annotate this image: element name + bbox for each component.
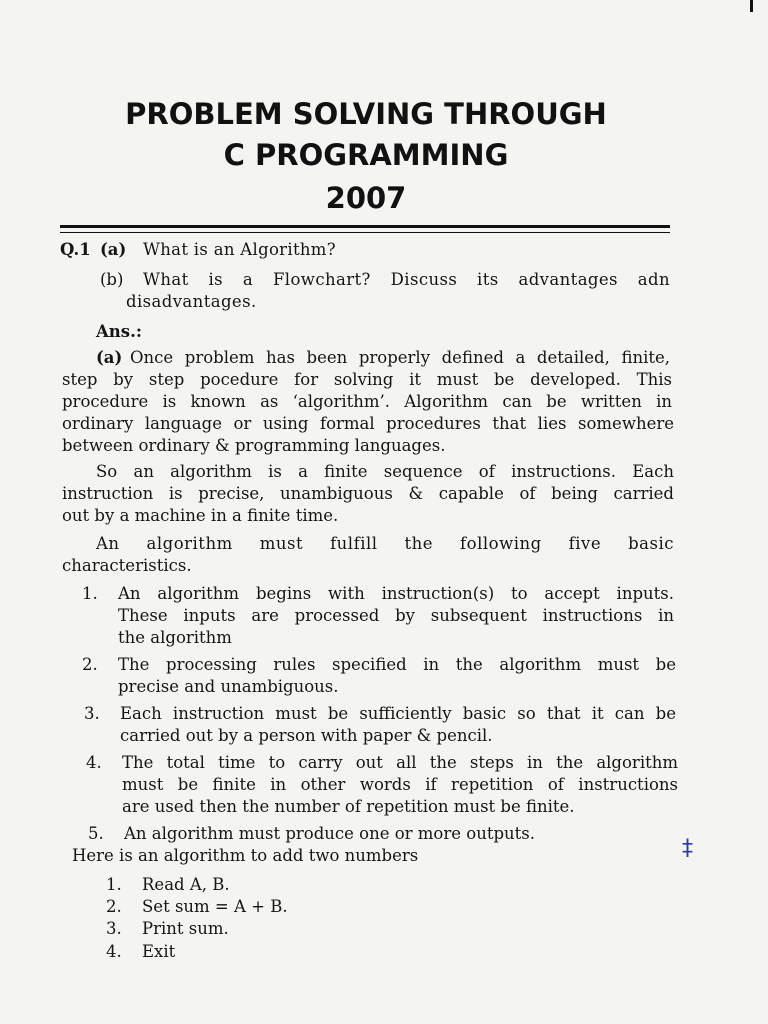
example-intro: Here is an algorithm to add two numbers: [72, 846, 419, 865]
part-b-line-2: disadvantages.: [126, 292, 257, 311]
title-line-2: C PROGRAMMING: [223, 138, 509, 172]
part-a-text: What is an Algorithm?: [143, 240, 336, 259]
para1-line-5: between ordinary & programming languages.: [62, 436, 446, 455]
handwritten-margin-mark: ‡: [682, 836, 693, 861]
para2-line-2: instruction is precise, unambiguous & capable of being carried: [62, 484, 674, 503]
step-2-number: 2.: [106, 897, 122, 916]
para1-line-1: Once problem has been properly defined a detailed, finite,: [130, 348, 670, 367]
step-2-text: Set sum = A + B.: [142, 897, 288, 916]
characteristic-2-number: 2.: [82, 655, 98, 674]
step-3-number: 3.: [106, 919, 122, 938]
characteristic-4-line-2: must be finite in other words if repetition of instructions: [122, 775, 678, 794]
step-4-number: 4.: [106, 942, 122, 961]
part-b-label: (b): [100, 270, 124, 289]
para1-label: (a): [96, 348, 123, 367]
title-line-1: PROBLEM SOLVING THROUGH: [125, 97, 607, 131]
answer-label: Ans.:: [96, 322, 142, 341]
characteristic-2-line-1: The processing rules specified in the algorithm must be: [118, 655, 676, 674]
para3-line-1: An algorithm must fulfill the following five basic: [96, 534, 674, 553]
characteristic-3-line-1: Each instruction must be sufficiently basic so that it can be: [120, 704, 676, 723]
para3-line-2: characteristics.: [62, 556, 192, 575]
characteristic-4-line-3: are used then the number of repetition must be finite.: [122, 797, 575, 816]
header-rule-thin: [60, 232, 670, 233]
page-title: [60, 94, 672, 219]
title-year: 2007: [325, 181, 407, 215]
para1-line-4: ordinary language or using formal procedures that lies somewhere: [62, 414, 674, 433]
question-number: Q.1: [60, 240, 91, 259]
para2-line-3: out by a machine in a finite time.: [62, 506, 339, 525]
characteristic-4-number: 4.: [86, 753, 102, 772]
characteristic-3-line-2: carried out by a person with paper & pencil.: [120, 726, 493, 745]
part-a-label: (a): [100, 240, 127, 259]
para2-line-1: So an algorithm is a finite sequence of instructions. Each: [96, 462, 674, 481]
characteristic-1-line-3: the algorithm: [118, 628, 232, 647]
characteristic-1-line-1: An algorithm begins with instruction(s) to accept inputs.: [118, 584, 674, 603]
header-rule-thick: [60, 225, 670, 228]
characteristic-5-number: 5.: [88, 824, 104, 843]
part-b-line-1: What is a Flowchart? Discuss its advantages adn: [143, 270, 670, 289]
para1-line-3: procedure is known as ‘algorithm’. Algorithm can be written in: [62, 392, 672, 411]
step-3-text: Print sum.: [142, 919, 229, 938]
characteristic-4-line-1: The total time to carry out all the steps in the algorithm: [122, 753, 678, 772]
characteristic-2-line-2: precise and unambiguous.: [118, 677, 339, 696]
para1-line-2: step by step pocedure for solving it must be developed. This: [62, 370, 672, 389]
step-1-text: Read A, B.: [142, 875, 230, 894]
characteristic-1-line-2: These inputs are processed by subsequent instructions in: [118, 606, 674, 625]
characteristic-3-number: 3.: [84, 704, 100, 723]
step-4-text: Exit: [142, 942, 176, 961]
characteristic-5-line-1: An algorithm must produce one or more outputs.: [124, 824, 535, 843]
characteristic-1-number: 1.: [82, 584, 98, 603]
step-1-number: 1.: [106, 875, 122, 894]
page-edge-mark: [750, 0, 753, 12]
